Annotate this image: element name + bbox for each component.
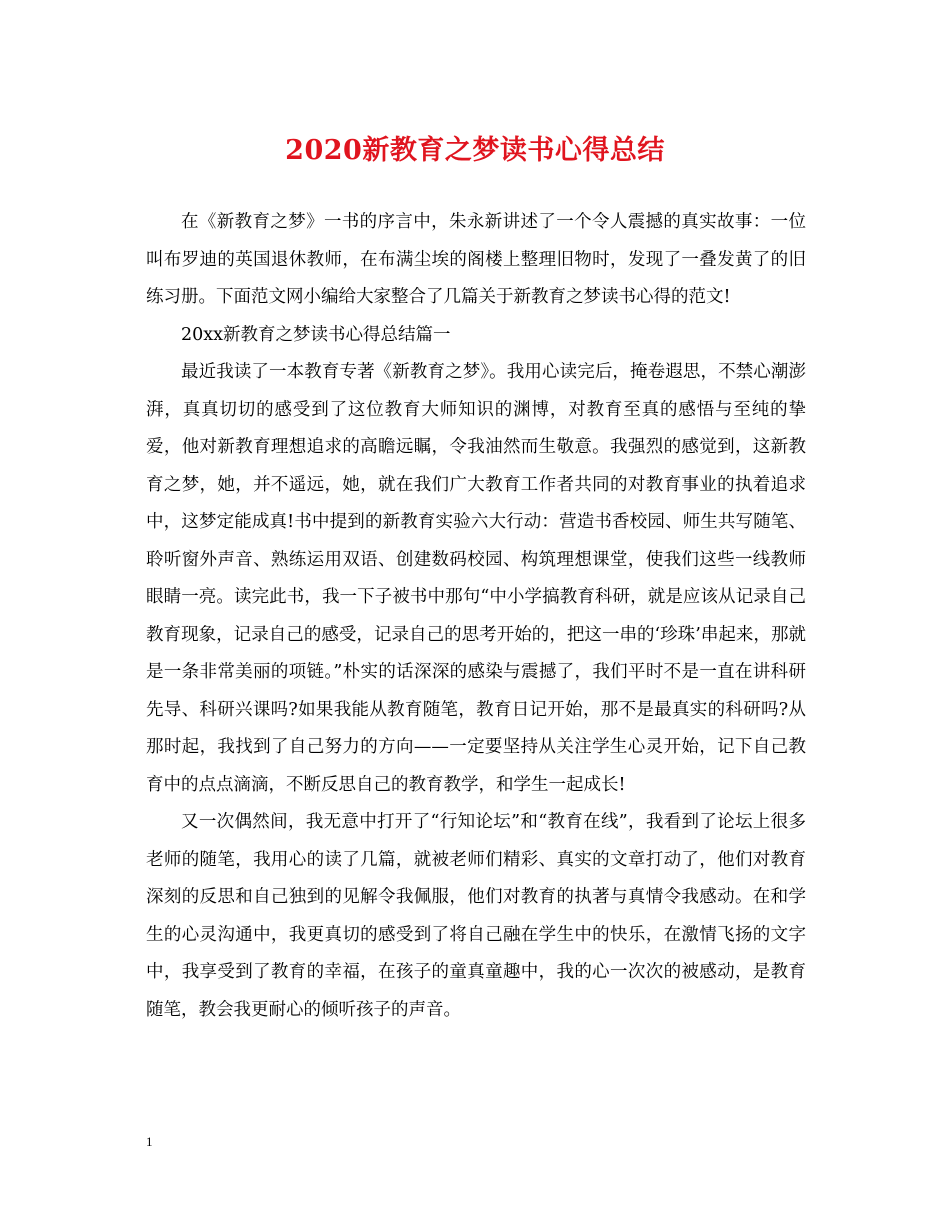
page-number: 1	[146, 1134, 153, 1149]
section-heading: 20xx新教育之梦读书心得总结篇一	[181, 324, 451, 345]
document-title: 2020新教育之梦读书心得总结	[285, 135, 665, 166]
document-body	[146, 204, 806, 1029]
intro-paragraph: 在《新教育之梦》一书的序言中，朱永新讲述了一个令人震撼的真实故事：一位叫布罗迪的英国退休教师，在布满尘埃的阁楼上整理旧物时，发现了一叠发黄了的旧练习册。下面范文网小编给大家整合了几篇关于新教育之梦读书心得的范文!	[146, 212, 806, 307]
body-paragraph: 最近我读了一本教育专著《新教育之梦》。我用心读完后，掩卷遐思，不禁心潮澎湃，真真切切的感受到了这位教育大师知识的渊博，对教育至真的感悟与至纯的挚爱，他对新教育理想追求的高瞻远瞩，令我油然而生敬意。我强烈的感觉到，这新教育之梦，她，并不遥远，她，就在我们广大教育工作者共同的对教育事业的执着追求中，这梦定能成真!书中提到的新教育实验六大行动：营造书香校园、师生共写随笔、聆听窗外声音、熟练运用双语、创建数码校园、构筑理想课堂，使我们这些一线教师眼睛一亮。读完此书，我一下子被书中那句“中小学搞教育科研，就是应该从记录自己教育现象，记录自己的感受，记录自己的思考开始的，把这一串的‘珍珠’串起来，那就是一条非常美丽的项链。”朴实的话深深的感染与震撼了，我们平时不是一直在讲科研先导、科研兴课吗?如果我能从教育随笔，教育日记开始，那不是最真实的科研吗?从那时起，我找到了自己努力的方向——一定要坚持从关注学生心灵开始，记下自己教育中的点点滴滴，不断反思自己的教育教学，和学生一起成长!	[146, 362, 806, 795]
body-paragraph: 又一次偶然间，我无意中打开了“行知论坛”和“教育在线”，我看到了论坛上很多老师的随笔，我用心的读了几篇，就被老师们精彩、真实的文章打动了，他们对教育深刻的反思和自己独到的见解令我佩服，他们对教育的执著与真情令我感动。在和学生的心灵沟通中，我更真切的感受到了将自己融在学生中的快乐，在激情飞扬的文字中，我享受到了教育的幸福，在孩子的童真童趣中，我的心一次次的被感动，是教育随笔，教会我更耐心的倾听孩子的声音。	[146, 812, 806, 1020]
